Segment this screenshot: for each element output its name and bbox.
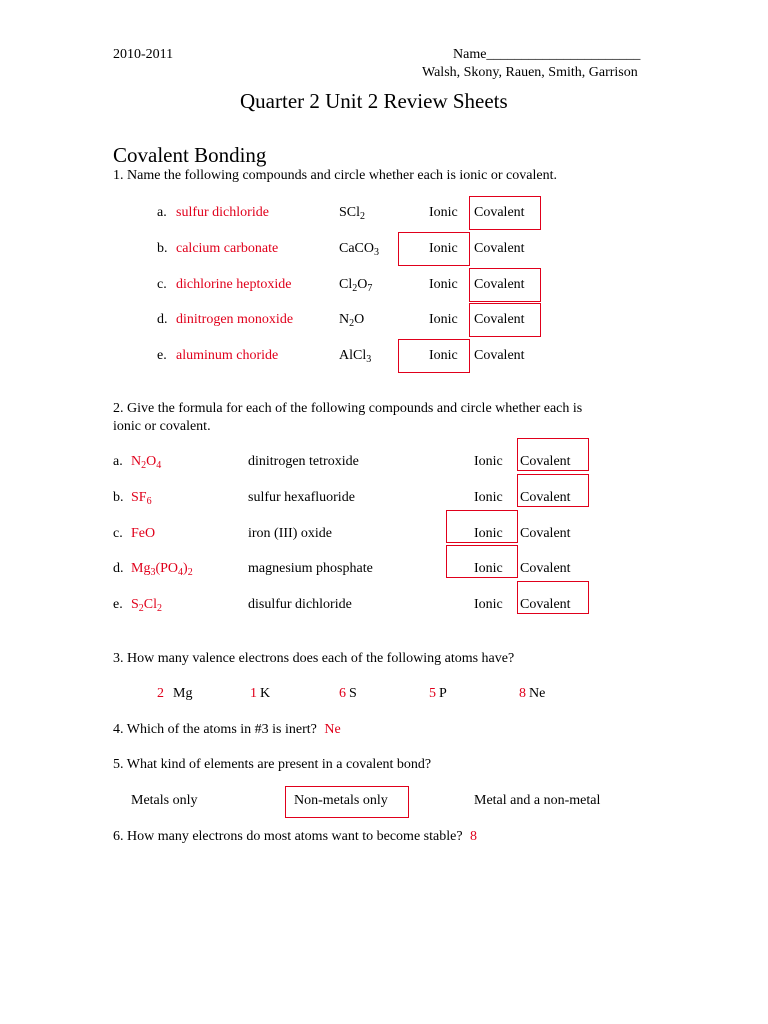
q1-item-letter: d. [157,312,168,328]
q2-answer-circle [517,581,589,614]
q1-covalent-label: Covalent [474,348,525,363]
q1-item-formula: $Cl_2O_7$ [339,276,373,294]
q3-item [339,686,357,702]
q1-covalent-label: Covalent [474,312,525,328]
q3-element: K [260,686,271,701]
q2-item-name: iron (III) oxide [248,525,332,541]
q6-answer: 8 [470,829,478,844]
q2-answer-circle [517,474,589,507]
q1-covalent-label: Covalent [474,276,525,292]
q2-covalent-label: Covalent [520,597,571,612]
q2-item-name: magnesium phosphate [248,561,373,577]
q2-item-letter: d. [113,561,124,577]
q2-covalent-label: Covalent [520,561,571,577]
q2-answer-circle [446,510,518,543]
q6-prompt-text: 6. How many electrons do most atoms want to become stable? [113,829,463,844]
q1-item-letter: b. [157,240,168,256]
q1-item-answer: aluminum choride [176,348,279,363]
q1-ionic-label: Ionic [429,348,458,363]
q2-item-answer: $Mg_3(PO_4)_2$ [131,561,193,579]
q3-prompt: 3. How many valence electrons does each of the following atoms have? [113,651,515,666]
q1-item-formula: AlCl$_3$ [339,348,372,365]
q1-item-formula: $N_2O$ [339,312,365,330]
q3-answer: 8 [519,686,526,701]
q1-answer-circle [469,196,541,230]
q2-item-letter: b. [113,489,124,505]
q2-prompt-line1: 2. Give the formula for each of the following compounds and circle whether each is [113,401,583,416]
q1-item-answer: sulfur dichloride [176,205,269,220]
q3-element: S [349,686,357,701]
q3-item [250,686,270,702]
q2-ionic-label: Ionic [474,489,503,505]
page-title: Quarter 2 Unit 2 Review Sheets [240,89,508,113]
q3-item [519,686,545,702]
q1-item-letter: a. [157,205,167,220]
q2-item-name: disulfur dichloride [248,597,352,612]
q5-answer-circle [285,786,409,818]
q3-element: P [439,686,447,701]
section-title: Covalent Bonding [113,143,267,167]
q2-prompt-line2: ionic or covalent. [113,419,211,434]
q1-item-letter: c. [157,276,167,292]
q3-item [157,686,192,702]
q2-item-letter: e. [113,597,123,612]
q5-option-metals-only: Metals only [131,793,198,808]
q4-prompt-text: 4. Which of the atoms in #3 is inert? [113,722,317,737]
q1-ionic-label: Ionic [429,205,458,220]
q3-answer: 1 [250,686,257,701]
q1-answer-circle [398,339,470,373]
q2-item-letter: a. [113,454,123,469]
q5-option-non-metals-only: Non-metals only [294,793,388,808]
q1-item-letter: e. [157,348,167,363]
q1-answer-circle [469,268,541,302]
q3-element: Mg [173,686,193,701]
q2-item-answer: FeO [131,525,156,541]
q1-prompt: 1. Name the following compounds and circle whether each is ionic or covalent. [113,168,557,183]
q2-covalent-label: Covalent [520,489,571,505]
q1-item-answer: dinitrogen monoxide [176,312,294,328]
q1-ionic-label: Ionic [429,276,458,292]
q1-item-formula: CaCO$_3$ [339,240,379,258]
q2-item-answer: $SF_6$ [131,489,152,507]
q2-ionic-label: Ionic [474,525,503,541]
q2-item-name: dinitrogen tetroxide [248,454,359,469]
q2-ionic-label: Ionic [474,597,503,612]
q2-ionic-label: Ionic [474,561,503,577]
q1-ionic-label: Ionic [429,240,458,256]
q4-answer: Ne [324,722,341,737]
q4-prompt [113,722,341,738]
q2-covalent-label: Covalent [520,454,571,469]
q2-ionic-label: Ionic [474,454,503,469]
q1-item-answer: dichlorine heptoxide [176,276,292,292]
teacher-names: Walsh, Skony, Rauen, Smith, Garrison [422,65,638,80]
q2-item-answer: $S_2Cl_2$ [131,597,163,614]
q3-answer: 5 [429,686,436,701]
q2-item-letter: c. [113,525,123,541]
q5-option-metal-and-non-metal: Metal and a non-metal [474,793,601,808]
q3-answer: 6 [339,686,346,701]
q2-covalent-label: Covalent [520,525,571,541]
q2-item-name: sulfur hexafluoride [248,489,355,505]
q2-answer-circle [517,438,589,471]
q1-covalent-label: Covalent [474,205,525,220]
q1-answer-circle [469,303,541,337]
school-year: 2010-2011 [113,47,174,62]
q3-answer: 2 [157,686,164,701]
q1-ionic-label: Ionic [429,312,458,328]
q3-element: Ne [529,686,546,701]
q1-covalent-label: Covalent [474,240,525,256]
q2-item-answer: $N_2O_4$ [131,454,162,471]
q1-answer-circle [398,232,470,266]
q3-item [429,686,447,702]
q2-answer-circle [446,545,518,578]
q1-item-answer: calcium carbonate [176,240,279,256]
q5-prompt: 5. What kind of elements are present in a covalent bond? [113,757,432,772]
name-blank: Name______________________ [453,47,641,62]
q1-item-formula: SCl$_2$ [339,205,366,222]
q6-prompt [113,829,477,845]
